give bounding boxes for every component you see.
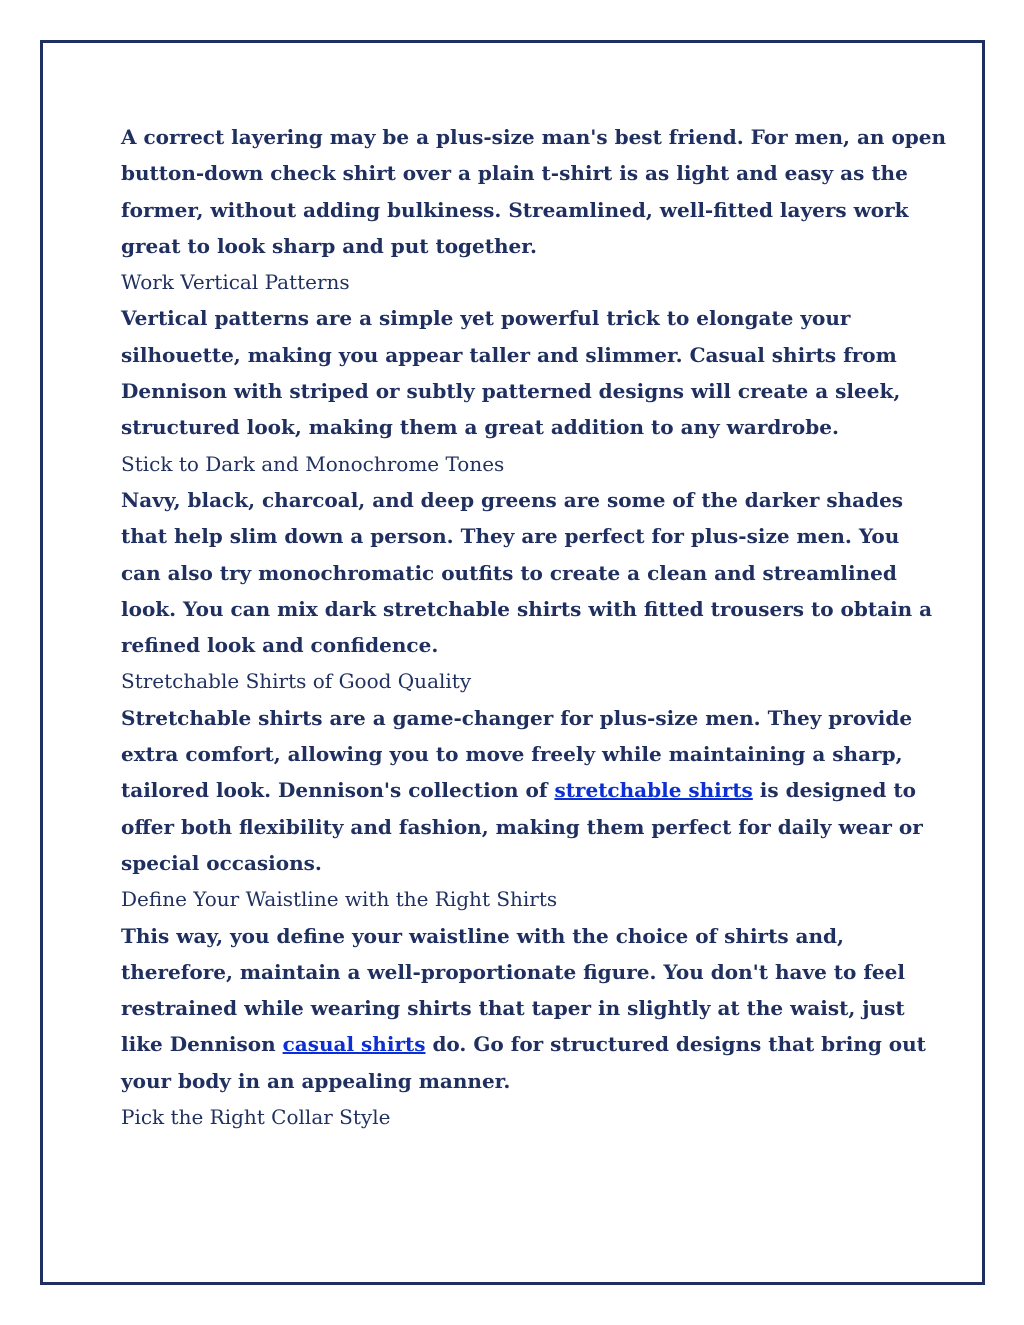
paragraph-line: can also try monochromatic outfits to create a clean and streamlined [121, 560, 897, 585]
paragraph-line: offer both flexibility and fashion, making them perfect for daily wear or [121, 814, 923, 839]
paragraph-line: extra comfort, allowing you to move freely while maintaining a sharp, [121, 742, 903, 767]
paragraph-line: former, without adding bulkiness. Streamlined, well-fitted layers work [121, 197, 909, 222]
paragraph-line: refined look and confidence. [121, 633, 439, 658]
paragraph-line: that help slim down a person. They are perfect for plus-size men. You [121, 524, 900, 549]
paragraph-line: Navy, black, charcoal, and deep greens are some of the darker shades [121, 487, 904, 512]
paragraph-line: Stretchable shirts are a game-changer for plus-size men. They provide [121, 705, 913, 730]
paragraph-line: therefore, maintain a well-proportionate figure. You don't have to feel [121, 959, 905, 984]
text-segment: tailored look. Dennison's collection of [121, 778, 555, 803]
section-heading-waistline: Define Your Waistline with the Right Shirts [121, 887, 558, 912]
paragraph-line: restrained while wearing shirts that taper in slightly at the waist, just [121, 996, 905, 1021]
text-segment: is designed to [752, 778, 916, 803]
document-body [121, 119, 947, 1135]
paragraph-line: look. You can mix dark stretchable shirts with fitted trousers to obtain a [121, 596, 933, 621]
section-heading-stretchable-shirts: Stretchable Shirts of Good Quality [121, 669, 472, 694]
casual-shirts-link[interactable]: casual shirts [282, 1032, 426, 1057]
intro-paragraph [121, 119, 947, 264]
paragraph-line: silhouette, making you appear taller and slimmer. Casual shirts from [121, 342, 897, 367]
section-heading-dark-tones: Stick to Dark and Monochrome Tones [121, 451, 505, 476]
stretchable-shirts-link[interactable]: stretchable shirts [554, 778, 753, 803]
paragraph-line: This way, you define your waistline with the choice of shirts and, [121, 923, 844, 948]
text-segment: like Dennison [121, 1032, 283, 1057]
text-segment: do. Go for structured designs that bring out [425, 1032, 926, 1057]
stretchable-shirts-paragraph [121, 700, 921, 881]
section-heading-collar-style: Pick the Right Collar Style [121, 1105, 391, 1130]
paragraph-line [121, 772, 921, 808]
dark-tones-paragraph [121, 482, 933, 663]
section-heading-vertical-patterns: Work Vertical Patterns [121, 270, 350, 295]
paragraph-line: Dennison with striped or subtly patterned designs will create a sleek, [121, 379, 901, 404]
waistline-paragraph [121, 918, 926, 1099]
paragraph-line: Vertical patterns are a simple yet powerful trick to elongate your [121, 306, 851, 331]
paragraph-line [121, 1026, 926, 1062]
paragraph-line: great to look sharp and put together. [121, 233, 537, 258]
paragraph-line: structured look, making them a great addition to any wardrobe. [121, 415, 839, 440]
vertical-patterns-paragraph [121, 300, 921, 445]
paragraph-line: A correct layering may be a plus-size man's best friend. For men, an open [121, 125, 947, 149]
paragraph-line: your body in an appealing manner. [121, 1068, 511, 1093]
paragraph-line: button-down check shirt over a plain t-shirt is as light and easy as the [121, 161, 908, 186]
paragraph-line: special occasions. [121, 850, 322, 875]
